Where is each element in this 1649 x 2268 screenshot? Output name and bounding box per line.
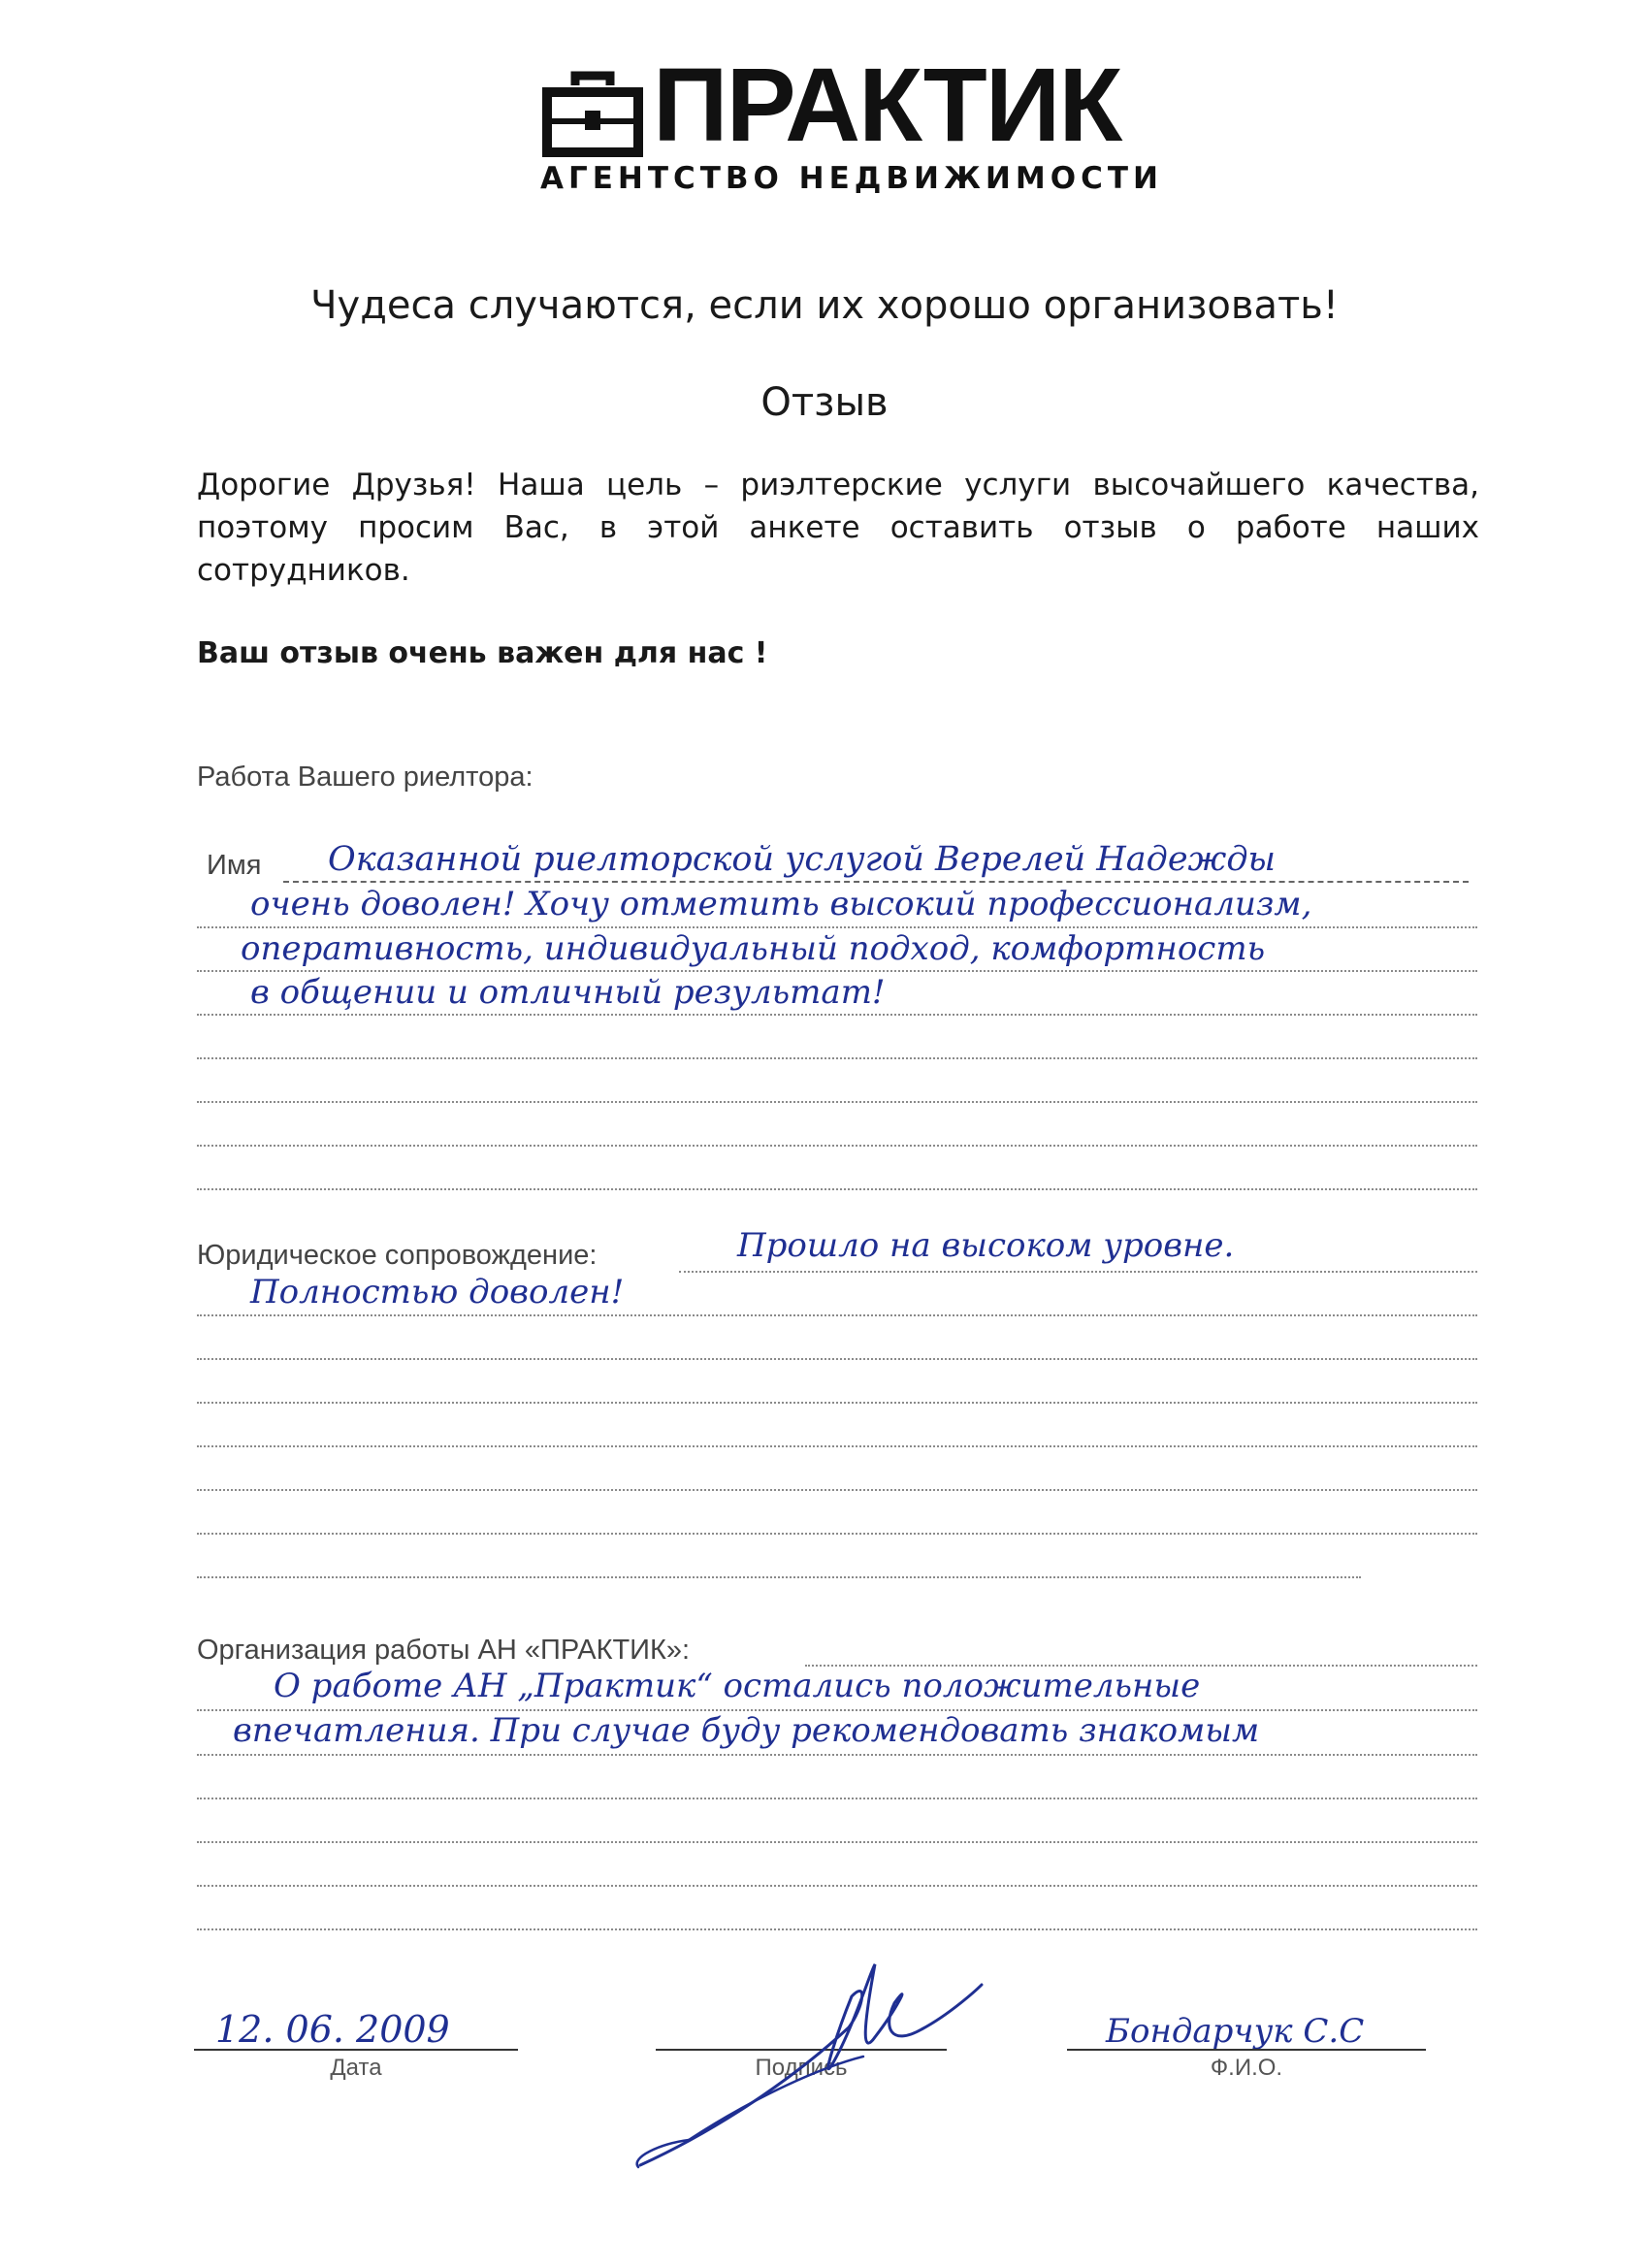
date-label: Дата [330, 2055, 382, 2081]
write-line [197, 1014, 1477, 1016]
org-review-line-1: О работе АН „Практик“ остались положительные [274, 1667, 1201, 1705]
write-line [197, 970, 1477, 972]
name-line [283, 881, 1469, 883]
fio-line [1067, 2049, 1426, 2051]
write-line [197, 1402, 1477, 1404]
realtor-review-line-1: Оказанной риелторской услугой Верелей Надежды [328, 840, 1277, 879]
write-line [197, 1754, 1477, 1756]
write-line [197, 1576, 1361, 1578]
importance-note: Ваш отзыв очень важен для нас ! [197, 636, 768, 670]
fio-value: Бондарчук С.С [1106, 2012, 1365, 2051]
write-line [197, 1489, 1477, 1491]
write-line [197, 1533, 1477, 1535]
agency-logo [538, 46, 1163, 196]
realtor-review-line-2: очень доволен! Хочу отметить высокий профессионализм, [250, 885, 1312, 923]
org-section-heading: Организация работы АН «ПРАКТИК»: [197, 1635, 691, 1666]
slogan: Чудеса случаются, если их хорошо организовать! [310, 283, 1339, 328]
write-line [197, 926, 1477, 928]
org-review-line-2: впечатления. При случае буду рекомендовать знакомым [233, 1711, 1260, 1750]
logo-brand: ПРАКТИК [653, 46, 1121, 163]
write-line [197, 1314, 1477, 1316]
write-line [197, 1885, 1477, 1887]
realtor-section-heading: Работа Вашего риелтора: [197, 761, 534, 793]
fio-label: Ф.И.О. [1210, 2055, 1283, 2081]
write-line [197, 1928, 1477, 1930]
write-line [197, 1101, 1477, 1103]
write-line [197, 1358, 1477, 1360]
realtor-review-line-3: оперативность, индивидуальный подход, комфортность [241, 929, 1266, 968]
signature-mark [621, 1950, 989, 2183]
intro-paragraph: Дорогие Друзья! Наша цель – риэлтерские услуги высочайшего качества, поэтому просим Вас, в этой анкете оставить отзыв о работе наших сотрудников. [197, 468, 1479, 588]
write-line [197, 1188, 1477, 1190]
legal-review-line-1: Прошло на высоком уровне. [737, 1226, 1235, 1265]
write-line [197, 1798, 1477, 1799]
signature-label: Подпись [755, 2055, 848, 2081]
write-line [197, 1145, 1477, 1147]
write-line [197, 1841, 1477, 1843]
write-line [197, 1445, 1477, 1447]
logo-subtitle: АГЕНТСТВО НЕДВИЖИМОСТИ [540, 161, 1163, 196]
legal-section-heading: Юридическое сопровождение: [197, 1240, 598, 1271]
date-value: 12. 06. 2009 [215, 2008, 450, 2051]
write-line [679, 1271, 1477, 1273]
realtor-review-line-4: в общении и отличный результат! [250, 973, 886, 1012]
legal-review-line-2: Полностью доволен! [250, 1273, 625, 1312]
name-label: Имя [207, 850, 262, 881]
date-line [194, 2049, 518, 2051]
write-line [197, 1057, 1477, 1059]
page-title: Отзыв [760, 380, 889, 425]
briefcase-icon [538, 68, 647, 161]
